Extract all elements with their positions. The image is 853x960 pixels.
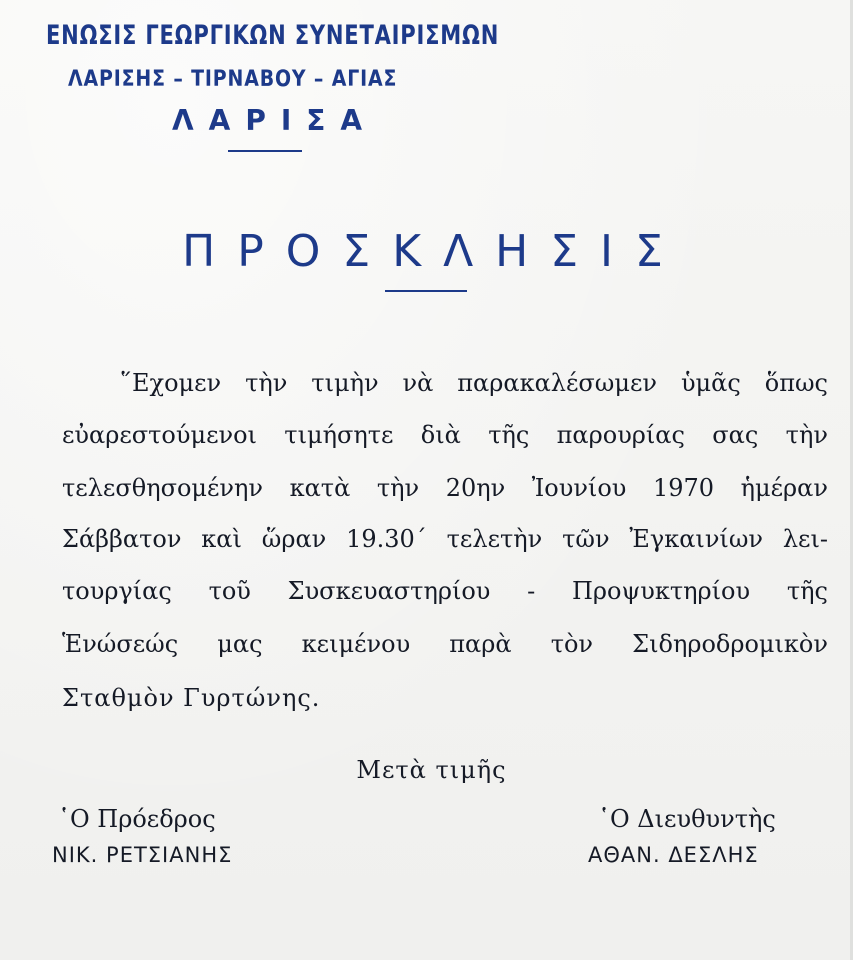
body-line-2: εὐαρεστούμενοι τιμήσητε διὰ τῆς παρουρίας σας τὴν [62,421,828,449]
director-name: ΑΘΑΝ. ΔΕΣΛΗΣ [588,843,759,867]
body-line-6: Ἑνώσεώς μας κειμένου παρὰ τὸν Σιδηροδρομικὸν [62,630,828,658]
body-line-5: τουργίας τοῦ Συσκευαστηρίου - Προψυκτηρίου τῆς [62,577,828,605]
body-line-7: Σταθμὸν Γυρτώνης. [62,684,321,712]
body-line-1: ῞Εχομεν τὴν τιμὴν νὰ παρακαλέσωμεν ὑμᾶς ὅπως [120,369,828,397]
header-divider [228,150,302,152]
closing-salutation: Μετὰ τιμῆς [356,756,507,784]
director-title: ῾Ο Διευθυντὴς [598,805,776,833]
organization-name: ΕΝΩΣΙΣ ΓΕΩΡΓΙΚΩΝ ΣΥΝΕΤΑΙΡΙΣΜΩΝ [46,20,500,51]
body-line-4: Σάββατον καὶ ὥραν 19.30΄ τελετὴν τῶν Ἐγκαινίων λει- [62,525,828,553]
organization-regions: ΛΑΡΙΣΗΣ – ΤΙΡΝΑΒΟΥ – ΑΓΙΑΣ [68,67,398,92]
document-title: ΠΡΟΣΚΛΗΣΙΣ [182,226,685,277]
president-name: ΝΙΚ. ΡΕΤΣΙΑΝΗΣ [52,843,233,867]
body-line-3: τελεσθησομένην κατὰ τὴν 20ην Ἰουνίου 1970 ἡμέραν [62,474,828,502]
president-title: ῾Ο Πρόεδρος [58,805,216,833]
title-underline [385,290,467,292]
organization-city: ΛΑΡΙΣΑ [172,104,378,137]
